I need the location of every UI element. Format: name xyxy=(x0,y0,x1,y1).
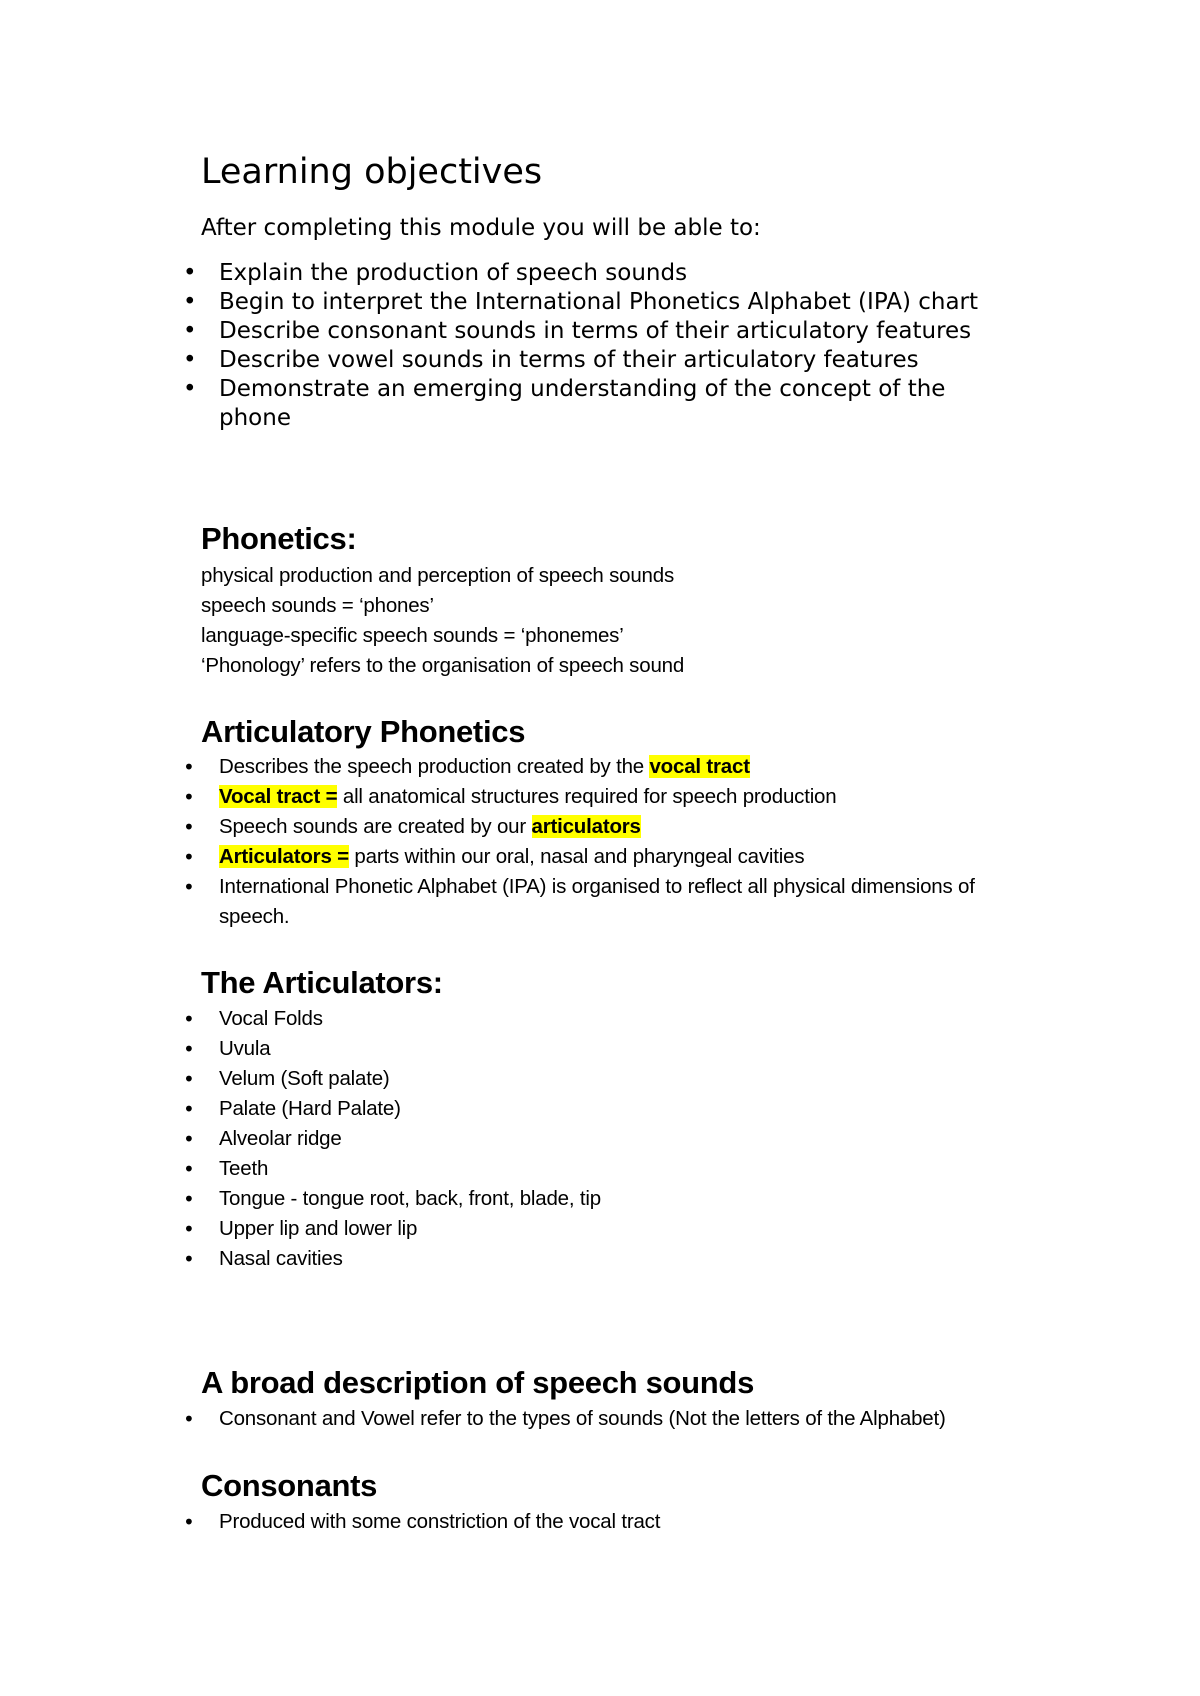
broad-description-list xyxy=(0,1404,1100,1434)
bullet-icon: • xyxy=(183,318,197,344)
list-item: • Upper lip and lower lip xyxy=(0,1214,1069,1244)
bullet-icon: • xyxy=(183,376,197,402)
list-item: • Vocal tract = all anatomical structures required for speech production xyxy=(0,782,1069,812)
bullet-icon: • xyxy=(183,289,197,315)
list-item: • Tongue - tongue root, back, front, blade, tip xyxy=(0,1184,1069,1214)
bullet-icon: • xyxy=(183,1187,195,1211)
list-item: • Describe consonant sounds in terms of their articulatory features xyxy=(183,318,972,344)
bullet-icon: • xyxy=(183,1127,195,1151)
highlighted-term: Articulators = xyxy=(219,845,349,868)
list-item: • Speech sounds are created by our articulators xyxy=(0,812,1069,842)
bullet-icon: • xyxy=(183,1097,195,1121)
list-item: • Teeth xyxy=(0,1154,1069,1184)
bullet-icon: • xyxy=(183,1407,195,1431)
highlighted-term: vocal tract xyxy=(649,755,750,778)
list-item: • Nasal cavities xyxy=(0,1244,1069,1274)
bullet-icon: • xyxy=(183,815,195,839)
bullet-icon: • xyxy=(183,1007,195,1031)
learning-objectives-intro: After completing this module you will be able to: xyxy=(201,215,761,241)
list-item: • International Phonetic Alphabet (IPA) is organised to reflect all physical dimensions of speech. xyxy=(0,872,1049,932)
highlighted-term: articulators xyxy=(531,815,641,838)
consonants-heading: Consonants xyxy=(201,1468,378,1503)
bullet-icon: • xyxy=(183,785,195,809)
definition-line: physical production and perception of speech sounds xyxy=(201,564,675,587)
broad-description-heading: A broad description of speech sounds xyxy=(201,1365,755,1400)
bullet-icon: • xyxy=(183,1217,195,1241)
list-item: • Demonstrate an emerging understanding of the concept of the phone xyxy=(183,376,946,431)
list-item: • Begin to interpret the International Phonetics Alphabet (IPA) chart xyxy=(183,289,979,315)
list-item: • Uvula xyxy=(0,1034,1069,1064)
bullet-icon: • xyxy=(183,1510,195,1534)
list-item: • Produced with some constriction of the vocal tract xyxy=(0,1507,1069,1537)
list-item: • Articulators = parts within our oral, nasal and pharyngeal cavities xyxy=(0,842,1069,872)
list-item: • Describes the speech production created by the vocal tract xyxy=(0,752,1069,782)
list-item: • Alveolar ridge xyxy=(0,1124,1069,1154)
list-item: • Consonant and Vowel refer to the types of sounds (Not the letters of the Alphabet) xyxy=(0,1404,1099,1434)
phonetics-definitions xyxy=(201,561,684,681)
highlighted-term: Vocal tract = xyxy=(219,785,338,808)
list-item: • Velum (Soft palate) xyxy=(0,1064,1069,1094)
definition-line: speech sounds = ‘phones’ xyxy=(201,594,434,617)
bullet-icon: • xyxy=(183,755,195,779)
list-item: • Explain the production of speech sounds xyxy=(183,260,688,286)
list-item: • Palate (Hard Palate) xyxy=(0,1094,1069,1124)
bullet-icon: • xyxy=(183,1157,195,1181)
definition-line: ‘Phonology’ refers to the organisation of speech sound xyxy=(201,654,685,677)
bullet-icon: • xyxy=(183,845,195,869)
definition-line: language-specific speech sounds = ‘phonemes’ xyxy=(201,624,624,647)
bullet-icon: • xyxy=(183,1067,195,1091)
articulatory-phonetics-heading: Articulatory Phonetics xyxy=(201,714,526,749)
articulators-list xyxy=(0,1004,1100,1274)
bullet-icon: • xyxy=(183,875,195,899)
consonants-list xyxy=(0,1507,1100,1537)
list-item: • Vocal Folds xyxy=(0,1004,1069,1034)
list-item: • Describe vowel sounds in terms of their articulatory features xyxy=(183,347,919,373)
learning-objectives-list xyxy=(0,259,1060,433)
bullet-icon: • xyxy=(183,260,197,286)
bullet-icon: • xyxy=(183,1037,195,1061)
bullet-icon: • xyxy=(183,347,197,373)
articulators-heading: The Articulators: xyxy=(201,965,443,1000)
bullet-icon: • xyxy=(183,1247,195,1271)
learning-objectives-title: Learning objectives xyxy=(201,152,543,192)
articulatory-phonetics-list xyxy=(0,752,1100,932)
phonetics-heading: Phonetics: xyxy=(201,521,357,556)
